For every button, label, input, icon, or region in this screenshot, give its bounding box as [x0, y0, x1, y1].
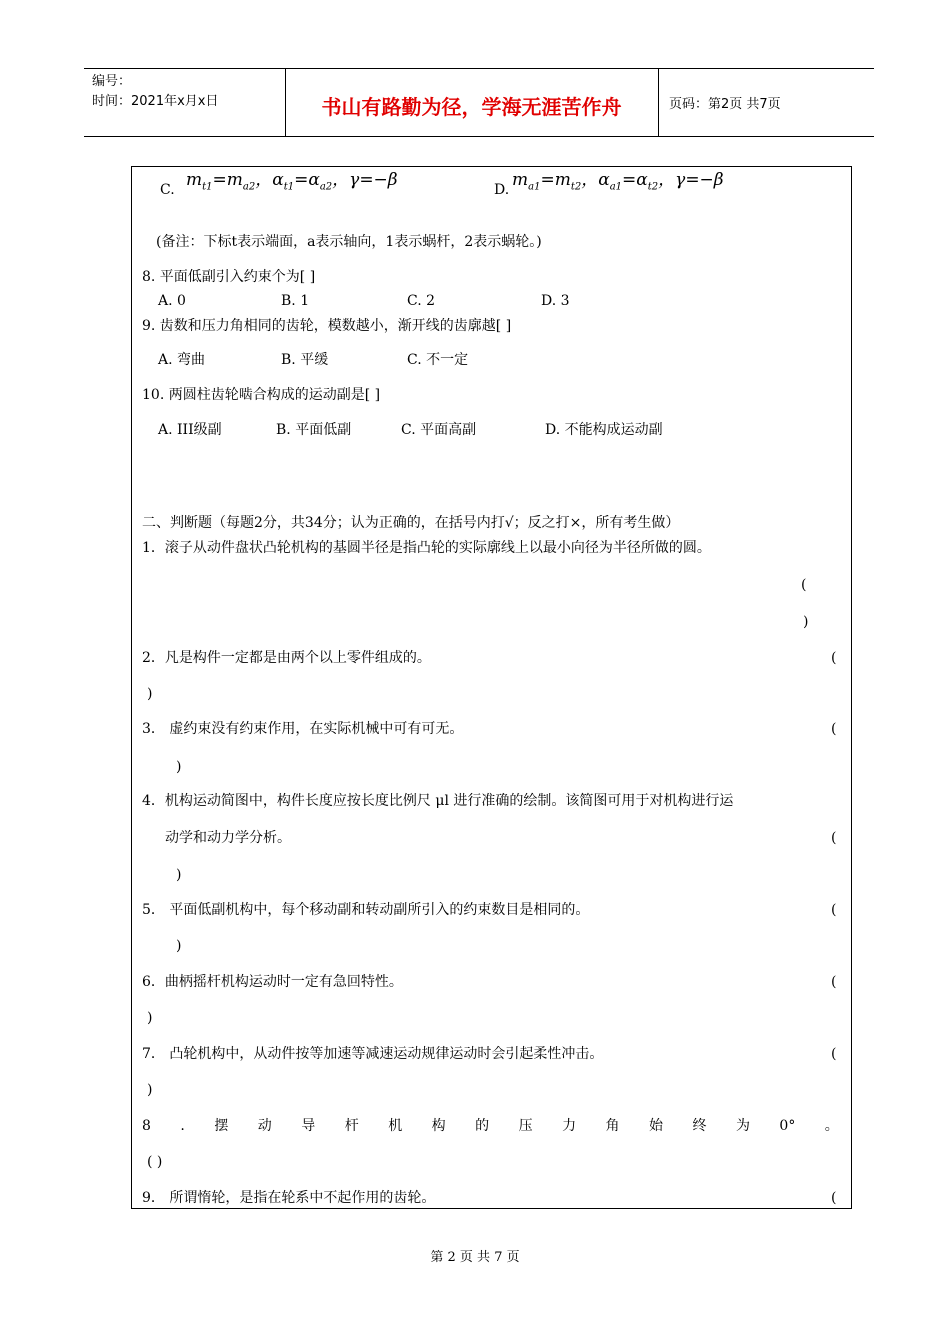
answer-paren-close: ) [147, 1010, 153, 1026]
q8-option-b: B. 1 [281, 293, 310, 309]
tf-item-8-char: 摆 [214, 1118, 229, 1134]
q10-option-a: A. III级副 [158, 422, 222, 438]
option-c-formula: $m_{t1}=m_{a2}$，$\alpha_{t1}=\alpha_{a2}$，γ=−β [186, 170, 398, 193]
tf-item-1: 1．滚子从动件盘状凸轮机构的基圆半径是指凸轮的实际廓线上以最小向径为半径所做的圆。 [142, 540, 711, 556]
answer-paren-close: ) [803, 614, 809, 630]
q9-option-c: C. 不一定 [407, 352, 469, 368]
q10-option-d: D. 不能构成运动副 [545, 422, 663, 438]
section-2-title: 二、判断题（每题2分，共34分；认为正确的，在括号内打√；反之打×，所有考生做） [142, 515, 680, 531]
tf-item-4-cont: 动学和动力学分析。 [165, 830, 291, 846]
tf-item-8-char: 8 [142, 1118, 151, 1134]
q8-option-c: C. 2 [407, 293, 436, 309]
header-meta [92, 72, 218, 112]
tf-item-5: 5． 平面低副机构中，每个移动副和转动副所引入的约束数目是相同的。 [142, 902, 590, 918]
q10-option-c: C. 平面高副 [401, 422, 477, 438]
answer-paren-close: ) [147, 1082, 153, 1098]
tf-item-8-char: 。 [824, 1118, 839, 1134]
answer-paren-open: ( [801, 577, 807, 593]
tf-item-8-char: 杆 [344, 1118, 359, 1134]
header-page-number: 页码：第2页 共7页 [669, 97, 781, 112]
option-d-formula: $m_{a1}=m_{t2}$，$\alpha_{a1}=\alpha_{t2}$，γ=−β [512, 170, 724, 193]
option-d-label: D. [494, 182, 510, 198]
code-label: 编号： [92, 74, 132, 89]
tf-item-8-char: 的 [475, 1118, 490, 1134]
tf-item-8 [142, 1116, 839, 1136]
q10-option-b: B. 平面低副 [276, 422, 352, 438]
tf-item-8-char: . [180, 1118, 185, 1134]
tf-item-3: 3． 虚约束没有约束作用，在实际机械中可有可无。 [142, 721, 464, 737]
page-footer: 第 2 页 共 7 页 [430, 1250, 520, 1265]
tf-item-8-char: 压 [518, 1118, 533, 1134]
answer-paren-open: ( [831, 830, 837, 846]
tf-item-4: 4．机构运动简图中，构件长度应按长度比例尺 μl 进行准确的绘制。该简图可用于对机构进行运 [142, 793, 734, 809]
note-text: (备注：下标t表示端面，a表示轴向，1表示蜗杆，2表示蜗轮。) [156, 234, 542, 250]
tf-item-8-char: 动 [257, 1118, 272, 1134]
q8-option-a: A. 0 [158, 293, 186, 309]
tf-item-8-char: 机 [388, 1118, 403, 1134]
answer-paren-open: ( [831, 650, 837, 666]
tf-item-7: 7． 凸轮机构中，从动件按等加速等减速运动规律运动时会引起柔性冲击。 [142, 1046, 604, 1062]
question-8: 8. 平面低副引入约束个为[ ] [142, 269, 316, 285]
q9-option-a: A. 弯曲 [158, 352, 206, 368]
answer-paren-open: ( [831, 721, 837, 737]
header-divider [658, 69, 659, 136]
question-9: 9. 齿数和压力角相同的齿轮，模数越小，渐开线的齿廓越[ ] [142, 318, 512, 334]
page-header [84, 68, 874, 137]
option-c-label: C. [160, 182, 175, 198]
question-10: 10. 两圆柱齿轮啮合构成的运动副是[ ] [142, 387, 381, 403]
answer-paren-close: ) [176, 759, 182, 775]
tf-item-8-char: 终 [692, 1118, 707, 1134]
answer-paren-open: ( [831, 974, 837, 990]
tf-item-8-char: 0° [779, 1118, 796, 1134]
answer-paren-close: ) [176, 938, 182, 954]
tf-item-8-char: 为 [735, 1118, 750, 1134]
answer-paren-close: ) [176, 867, 182, 883]
tf-item-8-char: 始 [649, 1118, 663, 1134]
answer-paren-close: ) [147, 686, 153, 702]
time-label: 时间：2021年x月x日 [92, 94, 219, 109]
answer-paren-open: ( [831, 1190, 837, 1206]
tf-item-9: 9． 所谓惰轮，是指在轮系中不起作用的齿轮。 [142, 1190, 436, 1206]
tf-item-8-char: 角 [605, 1118, 620, 1134]
answer-paren-open: ( [831, 1046, 837, 1062]
tf-item-6: 6．曲柄摇杆机构运动时一定有急回特性。 [142, 974, 403, 990]
q9-option-b: B. 平缓 [281, 352, 329, 368]
answer-paren-pair: ( ) [147, 1154, 163, 1170]
q8-option-d: D. 3 [541, 293, 570, 309]
header-motto: 书山有路勤为径，学海无涯苦作舟 [321, 95, 622, 119]
answer-paren-open: ( [831, 902, 837, 918]
tf-item-2: 2．凡是构件一定都是由两个以上零件组成的。 [142, 650, 431, 666]
tf-item-8-char: 导 [301, 1118, 316, 1134]
tf-item-8-char: 力 [562, 1118, 577, 1134]
tf-item-8-char: 构 [431, 1118, 446, 1134]
